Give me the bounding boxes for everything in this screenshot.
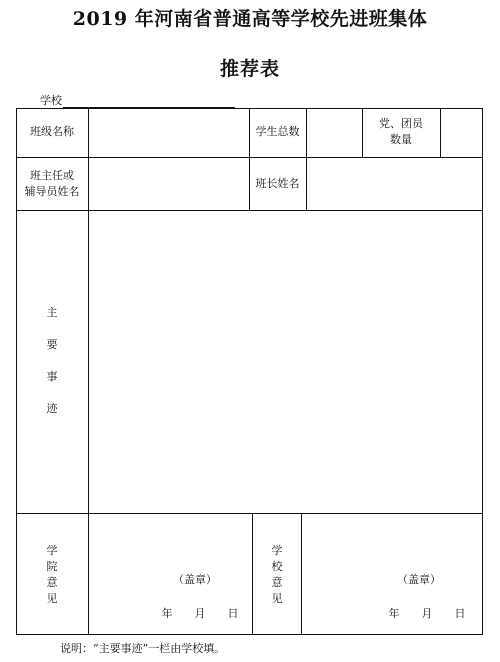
- party-members-label: [362, 116, 440, 148]
- college-opinion-char-4: 见: [46, 592, 58, 605]
- school-label: 学校: [40, 94, 62, 107]
- party-members-input[interactable]: [441, 109, 482, 157]
- college-opinion-char-2: 院: [46, 560, 58, 573]
- party-members-label-line2: 数量: [390, 133, 412, 146]
- class-name-input[interactable]: [89, 109, 249, 157]
- main-deeds-input[interactable]: [89, 211, 482, 513]
- footer-note: 说明：“主要事迹”一栏由学校填。: [60, 642, 226, 655]
- teacher-name-input[interactable]: [89, 158, 249, 210]
- total-students-label: 学生总数: [255, 125, 300, 138]
- main-deeds-char-1: 主: [46, 306, 58, 319]
- form-title-line1: 2019 年河南省普通高等学校先进班集体: [72, 8, 428, 30]
- table-border-bottom: [16, 634, 483, 635]
- teacher-name-label: [16, 168, 88, 200]
- monitor-name-label: 班长姓名: [255, 177, 300, 190]
- school-date: 年 月 日: [388, 607, 466, 620]
- school-field: [40, 92, 235, 108]
- school-seal: （盖章）: [397, 573, 441, 586]
- col-divider-school-left: [252, 513, 253, 635]
- school-underline[interactable]: [63, 97, 235, 108]
- college-opinion-char-1: 学: [46, 544, 58, 557]
- form-title-line2: 推荐表: [219, 58, 280, 80]
- college-date: 年 月 日: [161, 607, 239, 620]
- table-border-right: [482, 108, 483, 635]
- main-deeds-char-2: 要: [46, 338, 58, 351]
- party-members-label-line1: 党、团员: [379, 117, 423, 130]
- teacher-label-line2: 辅导员姓名: [24, 185, 80, 198]
- school-opinion-char-3: 意: [271, 576, 283, 589]
- college-opinion-char-3: 意: [46, 576, 58, 589]
- total-students-input[interactable]: [307, 109, 362, 157]
- main-deeds-char-4: 迹: [46, 402, 58, 415]
- main-deeds-char-3: 事: [46, 370, 58, 383]
- college-seal: （盖章）: [173, 573, 217, 586]
- class-name-label: 班级名称: [30, 125, 74, 138]
- monitor-name-input[interactable]: [307, 158, 482, 210]
- school-opinion-char-1: 学: [271, 544, 283, 557]
- school-opinion-char-4: 见: [271, 592, 283, 605]
- teacher-label-line1: 班主任或: [30, 169, 74, 182]
- school-opinion-char-2: 校: [271, 560, 283, 573]
